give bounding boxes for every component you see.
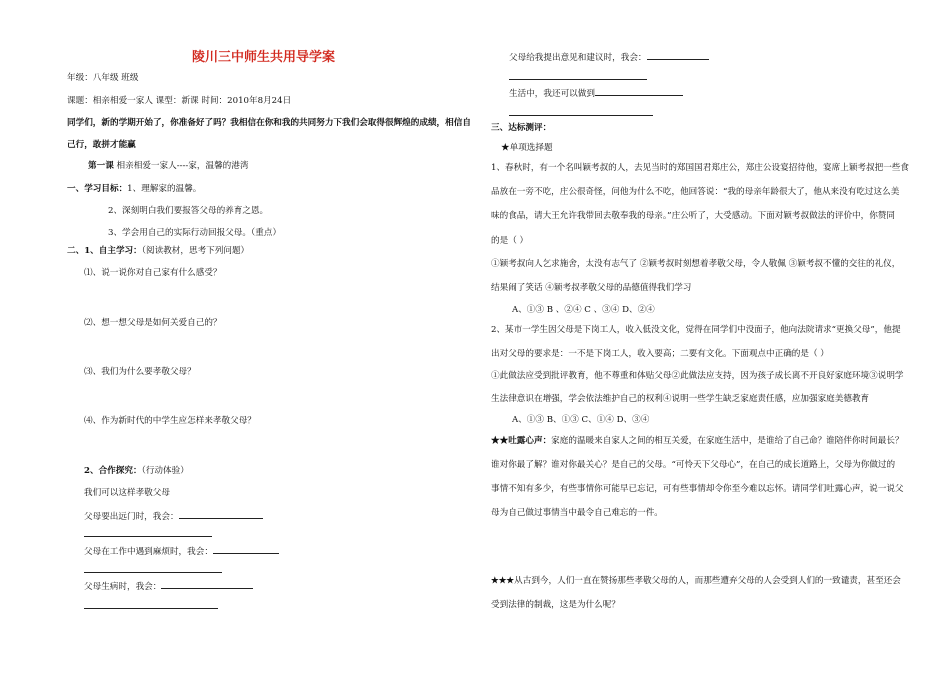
mc1-line-3: 味的食品，请大王允许我带回去敬奉我的母亲。”庄公听了，大受感动。下面对颖考叔做法的评价中，你赞同 [491,211,896,221]
mc2-line-1: 2、某市一学生因父母是下岗工人，收入低没文化，觉得在同学们中没面子，他向法院请求“更换父母”，他提 [491,325,901,335]
coop-label-1: 父母要出远门时，我会： [84,512,179,522]
lesson-text: 相亲相爱一家人----家，温馨的港湾 [116,161,249,171]
answer-line[interactable] [84,536,212,537]
coop-label-2: 父母在工作中遇到麻烦时，我会： [84,547,213,557]
right-label-2: 生活中，我还可以做到 [509,89,595,99]
mc1-line-6: 结果闹了笑话 ④颖考叔孝敬父母的品德值得我们学习 [491,283,692,293]
mc2-line-4: 生法律意识在增强，学会依法维护自己的权利④说明一些学生缺乏家庭责任感，应加强家庭美德教育 [491,394,870,404]
topic-line: 课题：相亲相爱一家人 课型：新课 时间：2010年8月24日 [67,96,292,106]
star2-line-2: 谁对你最了解？谁对你最关心？是自己的父母。“可怜天下父母心”，在自己的成长道路上，父母为你做过的 [491,460,896,470]
star2-line-1 [491,436,904,447]
lesson-line [88,161,248,172]
star2-label: ★★吐露心声： [491,436,552,446]
star3-label: ★★★ [491,576,515,586]
mc1-line-4: 的是（ ） [491,236,529,246]
section-2-line [67,246,249,257]
section-1-item-2: 2、深刻明白我们要报答父母的养育之恩。 [108,206,269,216]
page-title: 陵川三中师生共用导学案 [192,50,336,65]
grade-line: 年级：八年级 班级 [67,73,139,83]
section-2b-note: （行动体验） [141,466,189,476]
answer-line[interactable] [84,608,218,609]
question-1: ⑴、说一说你对自己家有什么感受？ [84,268,222,278]
single-choice-heading: ★单项选择题 [501,143,553,153]
mc2-options: A、①③ B、①③ C、①④ D、③④ [512,415,650,425]
answer-blank[interactable] [161,579,253,589]
answer-blank[interactable] [213,544,279,554]
coop-label-3: 父母生病时，我会： [84,582,162,592]
mc2-line-3: ①此做法应受到批评教育，他不尊重和体贴父母②此做法应支持，因为孩子成长离不开良好家庭环境③说明学 [491,371,904,381]
coop-line-3 [84,579,253,593]
mc1-line-5: ①颖考叔向人乞求施舍，太没有志气了 ②颖考叔时刻想着孝敬父母，令人敬佩 ③颖考叔不懂的交往的礼仪， [491,259,901,269]
section-1-item-3: 3、学会用自己的实际行动回报父母。（重点） [108,228,282,238]
answer-blank[interactable] [179,509,263,519]
coop-line-1 [84,509,263,523]
question-4: ⑷、作为新时代的中学生应怎样来孝敬父母？ [84,416,256,426]
question-3: ⑶、我们为什么要孝敬父母？ [84,367,196,377]
section-2-label: 二、1、自主学习： [67,246,142,256]
lesson-label: 第一课 [88,161,114,171]
section-1-line [67,184,201,195]
mc2-line-2: 出对父母的要求是：一不是下岗工人，收入要高；二要有文化。下面观点中正确的是（ ） [491,349,829,359]
mc1-line-1: 1、春秋时，有一个名叫颖考叔的人，去见当时的郑国国君郑庄公，郑庄公设宴招待他，宴席上颖考叔把一些食 [491,163,909,173]
star2-text-1: 家庭的温暖来自家人之间的相互关爱，在家庭生活中，是谁给了自己命？谁陪伴你时间最长？ [551,436,904,446]
right-label-1: 父母给我提出意见和建议时，我会： [509,53,647,63]
star2-line-3: 事情不知有多少，有些事情你可能早已忘记，可有些事情却令你至今难以忘怀。请同学们吐露心声，说一说父 [491,484,904,494]
section-2b-line [84,466,189,477]
answer-blank[interactable] [595,86,683,96]
coop-line-2 [84,544,279,558]
right-line-2 [509,86,683,100]
star3-text-1: 从古到今，人们一直在赞扬那些孝敬父母的人，而那些遭弃父母的人会受到人们的一致谴责，甚至还会 [514,576,901,586]
mc1-options: A、①③ B 、②④ C 、③④ D、②④ [512,305,655,315]
intro-line-2: 己行，敢拼才能赢 [67,140,136,150]
intro-line-1: 同学们，新的学期开始了，你准备好了吗？我相信在你和我的共同努力下我们会取得很辉煌的成绩，相信自 [67,118,471,128]
star3-line-1 [491,576,901,587]
star3-line-2: 受到法律的制裁，这是为什么呢？ [491,600,620,610]
answer-line[interactable] [509,79,647,80]
section-2b-label: 2、合作探究： [84,466,142,476]
section-1-label: 一、学习目标： [67,184,128,194]
answer-line[interactable] [509,115,653,116]
star2-line-4: 母为自己做过事情当中最令自己难忘的一件。 [491,508,663,518]
right-line-1 [509,50,709,64]
section-3-label: 三、达标测评： [491,123,552,133]
answer-line[interactable] [84,572,222,573]
answer-blank[interactable] [647,50,709,60]
section-2-note: （阅读教材，思考下列问题） [141,246,250,256]
mc1-line-2: 品放在一旁不吃，庄公很奇怪，问他为什么不吃，他回答说：“我的母亲年龄很大了，他从来没有吃过这么美 [491,187,900,197]
section-1-item-1: 1、理解家的温馨。 [127,184,202,194]
question-2: ⑵、想一想父母是如何关爱自己的？ [84,318,222,328]
coop-intro: 我们可以这样孝敬父母 [84,488,170,498]
